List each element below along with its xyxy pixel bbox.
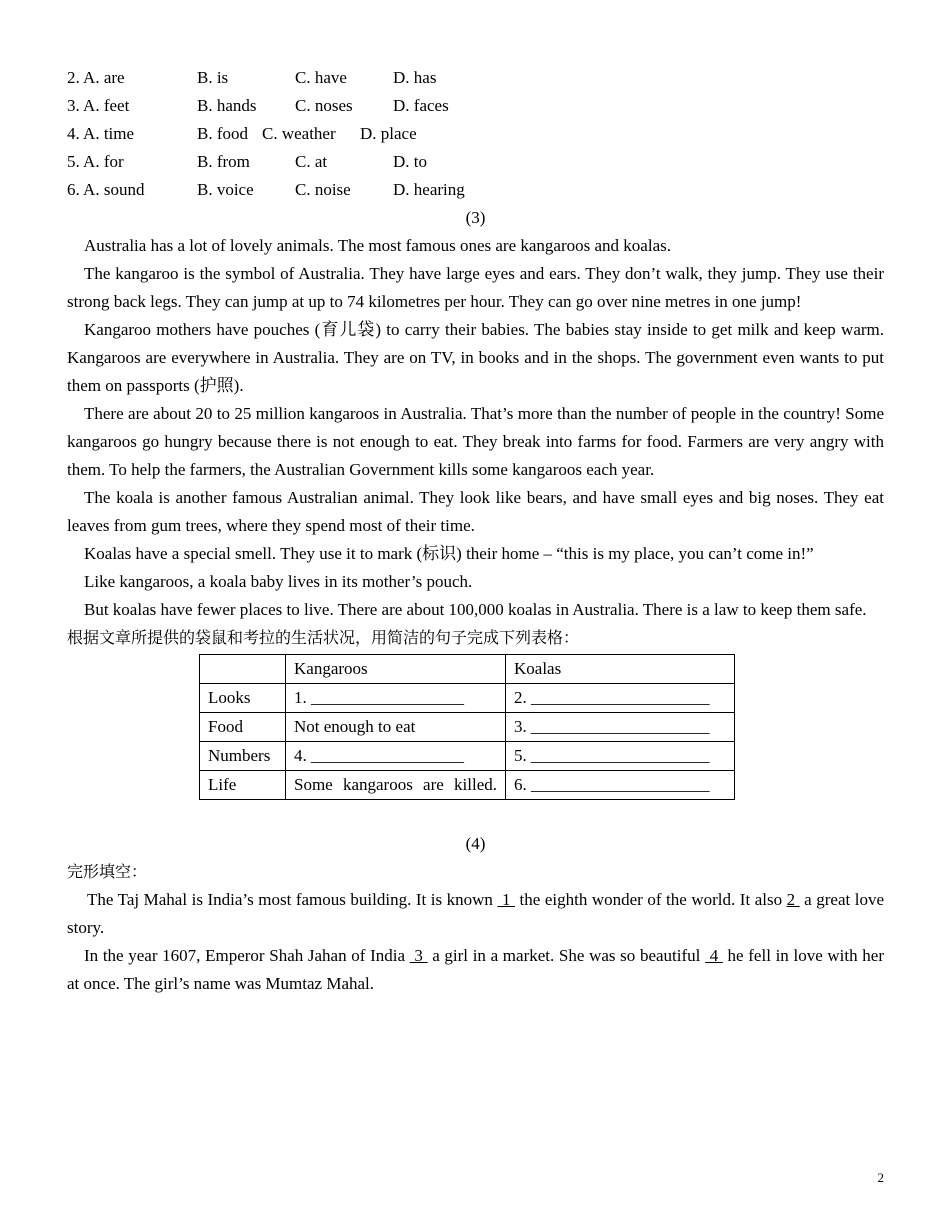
option-a: 2. A. are — [67, 68, 125, 87]
option-d: D. to — [393, 152, 427, 171]
cloze-text: he fell in love with her at once. The girl’s name was Mumtaz Mahal. — [67, 946, 885, 993]
info-table — [199, 654, 735, 800]
option-b: B. voice — [197, 180, 254, 199]
option-b: B. is — [197, 68, 229, 87]
option-d: D. faces — [393, 96, 449, 115]
cloze-text: a great love story. — [67, 890, 885, 937]
table-header: Kangaroos — [286, 655, 506, 684]
paragraph: Australia has a lot of lovely animals. The most famous ones are kangaroos and koalas. — [84, 236, 671, 255]
table-row — [200, 742, 735, 771]
koala-cell: 3. _____________________ — [506, 713, 735, 742]
page-number: 2 — [877, 1170, 884, 1185]
option-c: C. have — [295, 68, 347, 87]
table-header: Koalas — [506, 655, 735, 684]
paragraph: But koalas have fewer places to live. There are about 100,000 koalas in Australia. There is a law to keep them safe. — [84, 600, 867, 619]
option-a: 5. A. for — [67, 152, 124, 171]
options-block — [67, 64, 884, 204]
paragraph: Koalas have a special smell. They use it to mark (标识) their home – “this is my place, you can’t come in!” — [84, 544, 814, 563]
table-header-row — [200, 655, 735, 684]
option-c: C. at — [295, 152, 328, 171]
option-b: B. food — [197, 124, 248, 143]
option-d: D. hearing — [393, 180, 465, 199]
koala-cell: 5. _____________________ — [506, 742, 735, 771]
section-heading: (3) — [465, 208, 486, 227]
row-label: Numbers — [200, 742, 286, 771]
table-row — [200, 713, 735, 742]
option-a: 6. A. sound — [67, 180, 145, 199]
paragraph: Like kangaroos, a koala baby lives in its mother’s pouch. — [84, 572, 473, 591]
option-c: C. noise — [295, 180, 351, 199]
option-a: 3. A. feet — [67, 96, 130, 115]
option-row — [67, 92, 884, 120]
option-c: C. weather — [262, 124, 336, 143]
option-a: 4. A. time — [67, 124, 135, 143]
option-c: C. noses — [295, 96, 353, 115]
cloze-blank[interactable]: 1 — [497, 890, 516, 909]
paragraph: The koala is another famous Australian animal. They look like bears, and have small eyes and big noses. They eat leaves from gum trees, where they spend most of their time. — [67, 488, 884, 535]
paragraph: There are about 20 to 25 million kangaroos in Australia. That’s more than the number of people in the country! Some kangaroos go hungry because there is not enough to eat. They break into farms for food. Farmers are very angry with them. To help the farmers, the Australian Government kills some kangaroos each year. — [67, 404, 884, 479]
paragraph: The kangaroo is the symbol of Australia. They have large eyes and ears. They don’t walk, they jump. They use their strong back legs. They can jump at up to 74 kilometres per hour. They can go over nine metres in one jump! — [67, 264, 884, 311]
instruction: 根据文章所提供的袋鼠和考拉的生活状况，用简洁的句子完成下列表格： — [67, 628, 580, 647]
cloze-blank[interactable]: 4 — [705, 946, 723, 965]
row-label: Looks — [200, 684, 286, 713]
cloze-text: a girl in a market. She was so beautiful — [427, 946, 706, 965]
kangaroo-cell: Some kangaroos are killed. — [286, 771, 506, 800]
option-row — [67, 148, 884, 176]
cloze-blank[interactable]: 2 — [786, 890, 800, 909]
cloze-paragraph — [67, 942, 884, 998]
option-row — [67, 176, 884, 204]
option-d: D. has — [393, 68, 437, 87]
koala-cell: 6. _____________________ — [506, 771, 735, 800]
option-d: D. place — [360, 124, 417, 143]
option-b: B. hands — [197, 96, 257, 115]
section-heading: (4) — [465, 834, 486, 853]
table-header — [200, 655, 286, 684]
koala-cell: 2. _____________________ — [506, 684, 735, 713]
option-row — [67, 64, 884, 92]
cloze-text: In the year 1607, Emperor Shah Jahan of India — [84, 946, 410, 965]
cloze-paragraph — [67, 886, 884, 942]
cloze-blank[interactable]: 3 — [409, 946, 428, 965]
passage — [67, 232, 884, 624]
page-content — [67, 64, 884, 998]
kangaroo-cell: 1. __________________ — [286, 684, 506, 713]
option-b: B. from — [197, 152, 250, 171]
cloze-text: the eighth wonder of the world. It also — [515, 890, 787, 909]
option-row — [67, 120, 884, 148]
row-label: Life — [200, 771, 286, 800]
table-row — [200, 684, 735, 713]
kangaroo-cell: Not enough to eat — [286, 713, 506, 742]
instruction: 完形填空： — [67, 862, 148, 881]
cloze-text: The Taj Mahal is India’s most famous building. It is known — [87, 890, 498, 909]
row-label: Food — [200, 713, 286, 742]
paragraph: Kangaroo mothers have pouches (育儿袋) to carry their babies. The babies stay inside to get milk and keep warm. Kangaroos are everywhere in Australia. They are on TV, in books and in the shops. The government even wants to put them on passports (护照). — [67, 320, 884, 395]
table-row — [200, 771, 735, 800]
kangaroo-cell: 4. __________________ — [286, 742, 506, 771]
